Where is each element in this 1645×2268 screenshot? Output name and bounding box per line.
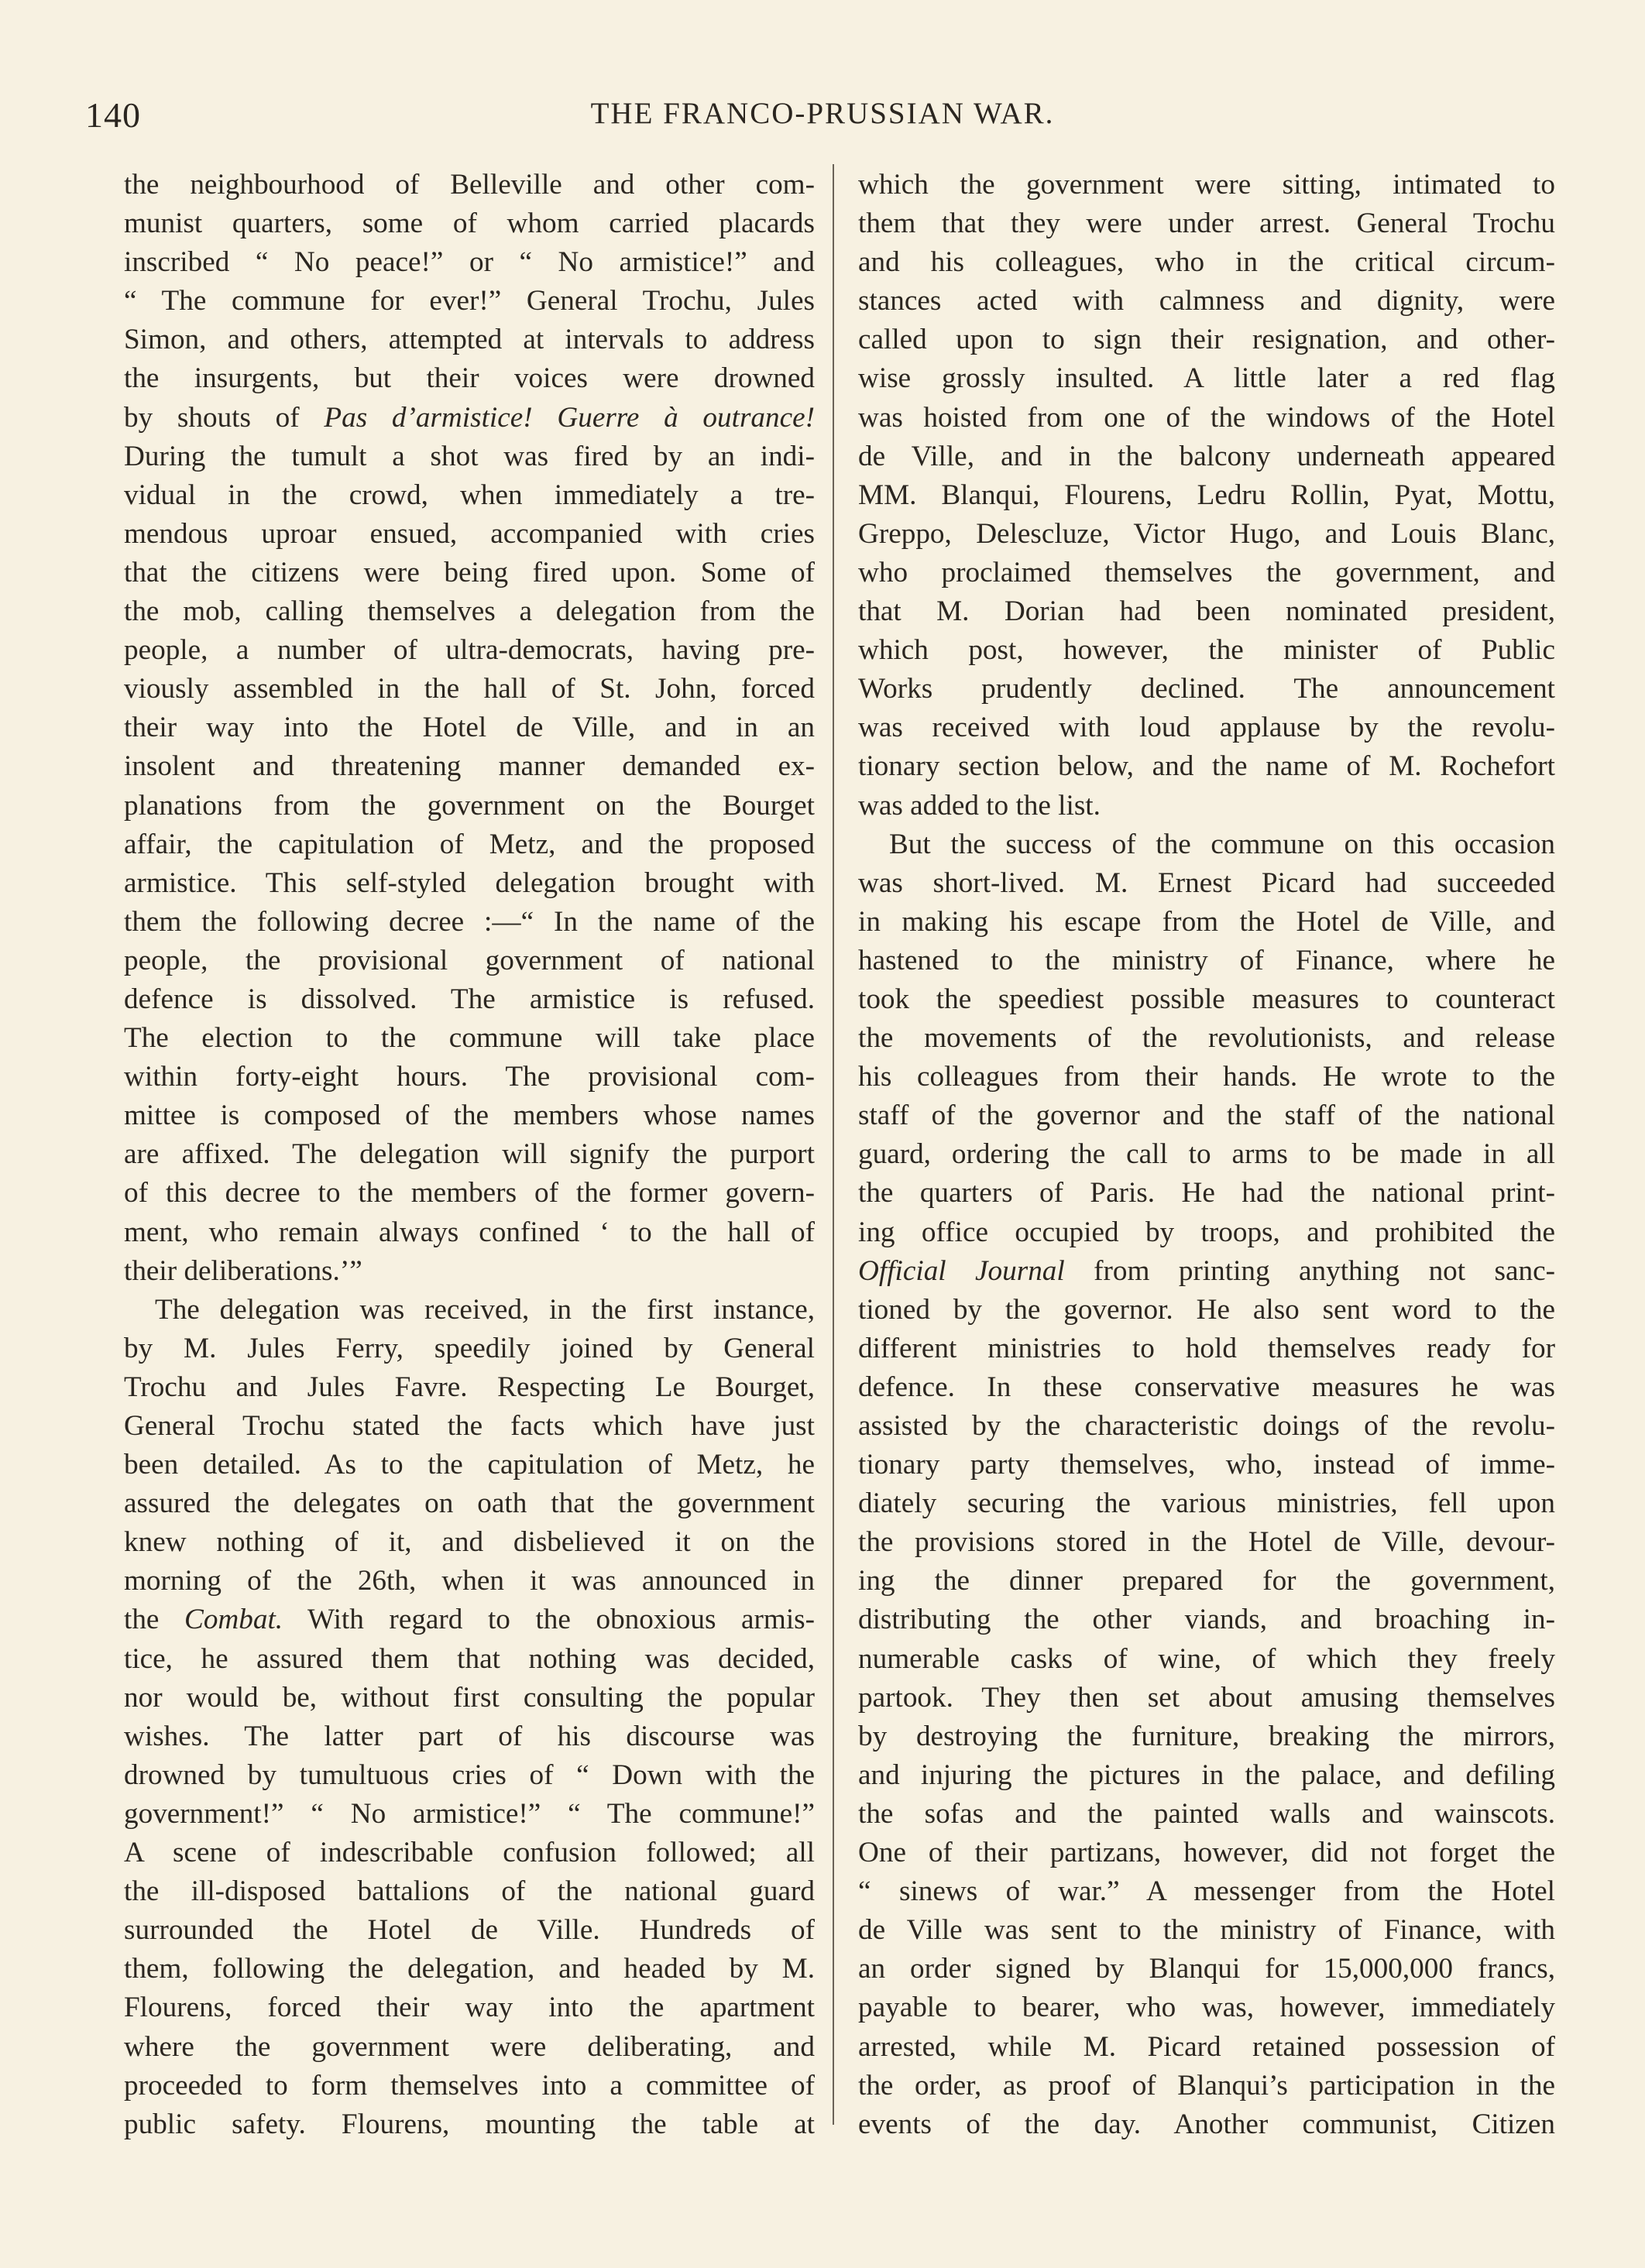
text-line: public safety. Flourens, mounting the table at xyxy=(124,2108,815,2140)
italic-phrase: Combat. xyxy=(184,1604,283,1636)
text-line: mendous uproar ensued, accompanied with cries xyxy=(124,517,815,550)
text-line: mittee is composed of the members whose names xyxy=(124,1100,815,1132)
text-line: de Ville was sent to the ministry of Finance, with xyxy=(858,1914,1555,1947)
text-run: by shouts of xyxy=(124,401,325,434)
text-line: de Ville, and in the balcony underneath appeared xyxy=(858,440,1555,472)
text-line: partook. They then set about amusing themselves xyxy=(858,1681,1555,1714)
text-line: affair, the capitulation of Metz, and the proposed xyxy=(124,828,815,860)
text-line: ment, who remain always confined ‘ to the hall of xyxy=(124,1216,815,1248)
text-line: called upon to sign their resignation, and other- xyxy=(858,324,1555,356)
text-line: munist quarters, some of whom carried placards xyxy=(124,208,815,240)
text-line: the mob, calling themselves a delegation from the xyxy=(124,595,815,628)
text-line: an order signed by Blanqui for 15,000,000 francs, xyxy=(858,1953,1555,1985)
text-line: the movements of the revolutionists, and release xyxy=(858,1022,1555,1055)
text-line: tioned by the governor. He also sent word to the xyxy=(858,1293,1555,1326)
text-line: One of their partizans, however, did not forget the xyxy=(858,1837,1555,1869)
text-line: Works prudently declined. The announcement xyxy=(858,673,1555,705)
text-line: the order, as proof of Blanqui’s participation in the xyxy=(858,2069,1555,2102)
text-line: morning of the 26th, when it was announced in xyxy=(124,1565,815,1597)
text-line: hastened to the ministry of Finance, where he xyxy=(858,944,1555,976)
text-line: where the government were deliberating, and xyxy=(124,2030,815,2063)
text-line: them that they were under arrest. General Trochu xyxy=(858,208,1555,240)
text-line: by M. Jules Ferry, speedily joined by General xyxy=(124,1332,815,1364)
text-line: the provisions stored in the Hotel de Ville, devour- xyxy=(858,1526,1555,1559)
text-line: who proclaimed themselves the government, and xyxy=(858,556,1555,588)
text-line: wise grossly insulted. A little later a red flag xyxy=(858,362,1555,395)
text-line: different ministries to hold themselves ready for xyxy=(858,1332,1555,1364)
text-line: within forty-eight hours. The provisional com- xyxy=(124,1061,815,1093)
text-line: “ sinews of war.” A messenger from the Hotel xyxy=(858,1875,1555,1908)
text-line: surrounded the Hotel de Ville. Hundreds of xyxy=(124,1914,815,1947)
text-line: diately securing the various ministries, fell upon xyxy=(858,1487,1555,1520)
text-line: numerable casks of wine, of which they freely xyxy=(858,1642,1555,1675)
text-line: Greppo, Delescluze, Victor Hugo, and Louis Blanc, xyxy=(858,517,1555,550)
text-line: stances acted with calmness and dignity, were xyxy=(858,285,1555,317)
text-line: the quarters of Paris. He had the national print- xyxy=(858,1177,1555,1209)
italic-phrase: Pas d’armistice! Guerre à outrance! xyxy=(324,401,815,434)
text-line: ing office occupied by troops, and prohibited the xyxy=(858,1216,1555,1248)
text-line xyxy=(124,1601,815,1639)
text-line: During the tumult a shot was fired by an indi- xyxy=(124,440,815,472)
text-line: Flourens, forced their way into the apartment xyxy=(124,1992,815,2024)
text-line: Simon, and others, attempted at intervals to address xyxy=(124,324,815,356)
text-line: their way into the Hotel de Ville, and in an xyxy=(124,712,815,744)
text-line: assured the delegates on oath that the government xyxy=(124,1487,815,1520)
text-line: vidual in the crowd, when immediately a tre- xyxy=(124,479,815,511)
text-line: by destroying the furniture, breaking the mirrors, xyxy=(858,1720,1555,1752)
text-line: people, a number of ultra-democrats, having pre- xyxy=(124,634,815,667)
right-column xyxy=(858,166,1555,2144)
text-line: proceeded to form themselves into a committee of xyxy=(124,2069,815,2102)
column-divider xyxy=(833,164,834,2125)
text-line: and injuring the pictures in the palace, and defiling xyxy=(858,1758,1555,1791)
text-line: assisted by the characteristic doings of the revolu- xyxy=(858,1410,1555,1442)
text-line: knew nothing of it, and disbelieved it on the xyxy=(124,1526,815,1559)
text-line: took the speediest possible measures to counteract xyxy=(858,983,1555,1015)
text-line: in making his escape from the Hotel de Ville, and xyxy=(858,905,1555,938)
text-line: was hoisted from one of the windows of the Hotel xyxy=(858,401,1555,434)
text-line: people, the provisional government of national xyxy=(124,944,815,976)
text-line: armistice. This self-styled delegation brought with xyxy=(124,866,815,899)
text-line: staff of the governor and the staff of the national xyxy=(858,1100,1555,1132)
text-line: which post, however, the minister of Public xyxy=(858,634,1555,667)
text-line: tice, he assured them that nothing was decided, xyxy=(124,1642,815,1675)
text-line: was added to the list. xyxy=(858,789,1101,822)
text-line: The delegation was received, in the first instance, xyxy=(155,1293,815,1326)
text-line: was short-lived. M. Ernest Picard had succeeded xyxy=(858,866,1555,899)
text-line: events of the day. Another communist, Citizen xyxy=(858,2108,1555,2140)
text-line: But the success of the commune on this occasion xyxy=(889,828,1555,860)
text-line: tionary party themselves, who, instead of imme- xyxy=(858,1449,1555,1481)
running-head: THE FRANCO-PRUSSIAN WAR. xyxy=(590,97,1055,130)
text-line: insolent and threatening manner demanded ex- xyxy=(124,750,815,783)
text-line: been detailed. As to the capitulation of Metz, he xyxy=(124,1449,815,1481)
italic-phrase: Official Journal xyxy=(858,1254,1065,1287)
text-line: government!” “ No armistice!” “ The commune!” xyxy=(124,1797,815,1830)
text-line: are affixed. The delegation will signify the purport xyxy=(124,1138,815,1171)
text-line: the neighbourhood of Belleville and other com- xyxy=(124,169,815,201)
text-line: the sofas and the painted walls and wainscots. xyxy=(858,1797,1555,1830)
text-line: was received with loud applause by the revolu- xyxy=(858,712,1555,744)
text-line: his colleagues from their hands. He wrote to the xyxy=(858,1061,1555,1093)
text-line: nor would be, without first consulting the popular xyxy=(124,1681,815,1714)
text-line: wishes. The latter part of his discourse was xyxy=(124,1720,815,1752)
text-line: them, following the delegation, and headed by M. xyxy=(124,1953,815,1985)
text-line: tionary section below, and the name of M. Rochefort xyxy=(858,750,1555,783)
text-line: their deliberations.’” xyxy=(124,1254,362,1287)
text-line: arrested, while M. Picard retained possession of xyxy=(858,2030,1555,2063)
text-line: “ The commune for ever!” General Trochu, Jules xyxy=(124,285,815,317)
text-run: the xyxy=(124,1604,185,1636)
text-line: guard, ordering the call to arms to be made in all xyxy=(858,1138,1555,1171)
text-line: them the following decree :—“ In the name of the xyxy=(124,905,815,938)
text-line: drowned by tumultuous cries of “ Down with the xyxy=(124,1758,815,1791)
text-line xyxy=(858,1252,1555,1291)
text-line: and his colleagues, who in the critical circum- xyxy=(858,246,1555,279)
text-line: ing the dinner prepared for the government, xyxy=(858,1565,1555,1597)
text-line: Trochu and Jules Favre. Respecting Le Bourget, xyxy=(124,1371,815,1403)
text-run: from printing anything not sanc- xyxy=(1064,1254,1555,1287)
left-column xyxy=(124,166,815,2144)
text-line: A scene of indescribable confusion followed; all xyxy=(124,1837,815,1869)
text-line: General Trochu stated the facts which have just xyxy=(124,1410,815,1442)
text-line: which the government were sitting, intimated to xyxy=(858,169,1555,201)
text-line xyxy=(124,399,815,437)
text-line: the ill-disposed battalions of the national guard xyxy=(124,1875,815,1908)
text-run: With regard to the obnoxious armis- xyxy=(283,1604,816,1636)
text-line: defence. In these conservative measures he was xyxy=(858,1371,1555,1403)
text-line: MM. Blanqui, Flourens, Ledru Rollin, Pyat, Mottu, xyxy=(858,479,1555,511)
text-line: defence is dissolved. The armistice is refused. xyxy=(124,983,815,1015)
text-line: inscribed “ No peace!” or “ No armistice!” and xyxy=(124,246,815,279)
text-line: that M. Dorian had been nominated president, xyxy=(858,595,1555,628)
page-number: 140 xyxy=(85,95,141,135)
text-line: viously assembled in the hall of St. John, forced xyxy=(124,673,815,705)
text-line: the insurgents, but their voices were drowned xyxy=(124,362,815,395)
text-line: that the citizens were being fired upon. Some of xyxy=(124,556,815,588)
text-line: The election to the commune will take place xyxy=(124,1022,815,1055)
text-line: planations from the government on the Bourget xyxy=(124,789,815,822)
text-line: payable to bearer, who was, however, immediately xyxy=(858,1992,1555,2024)
text-line: distributing the other viands, and broaching in- xyxy=(858,1604,1555,1636)
text-line: of this decree to the members of the former govern- xyxy=(124,1177,815,1209)
